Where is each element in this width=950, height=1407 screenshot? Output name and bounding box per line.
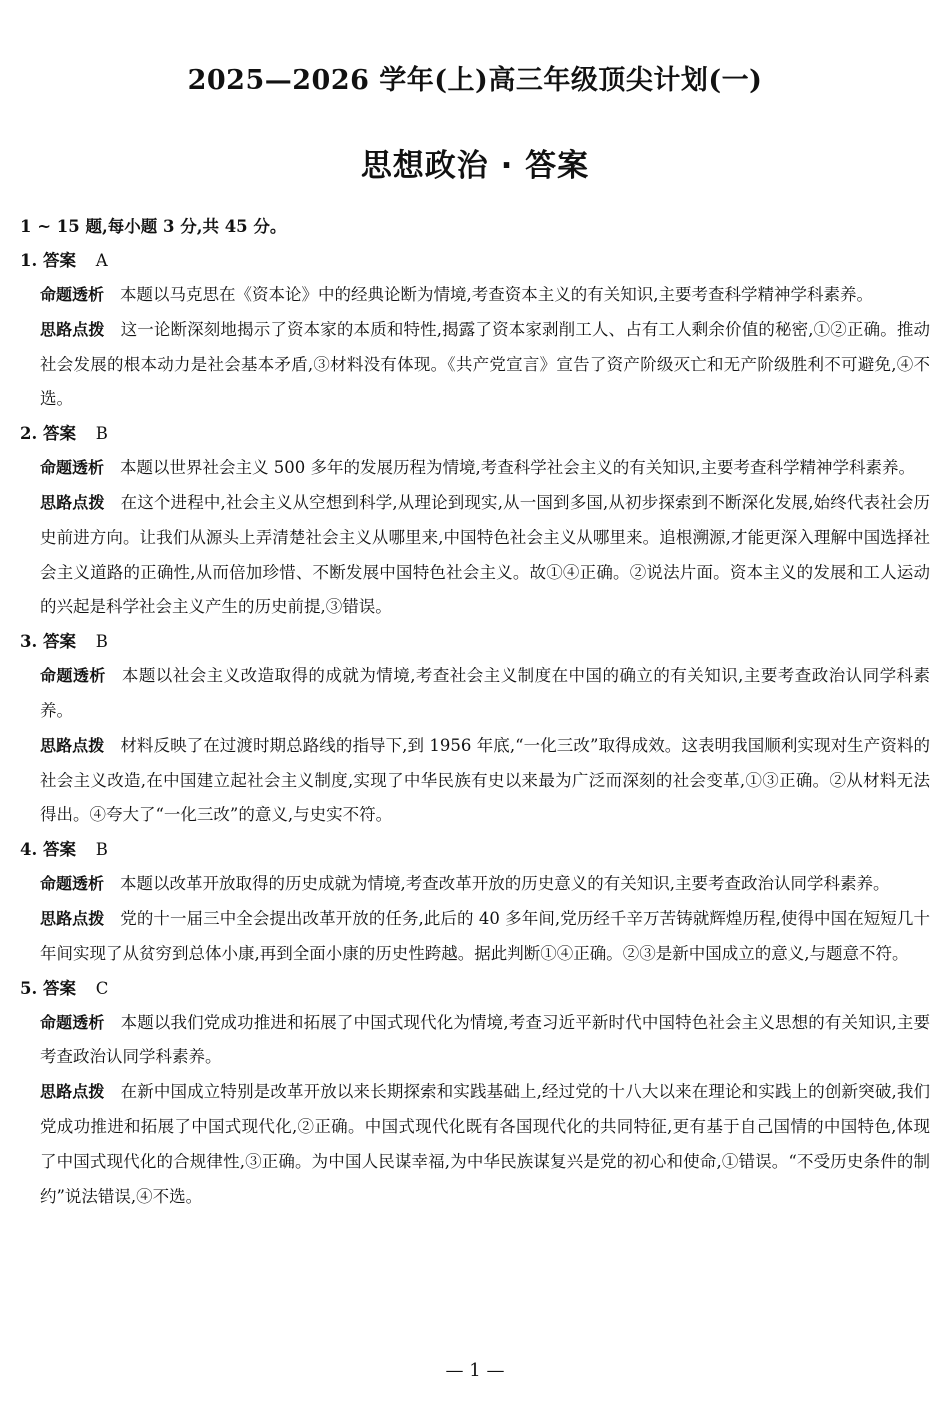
analysis-paragraph [20,451,930,486]
analysis-paragraph [20,867,930,902]
analysis-text: 本题以社会主义改造取得的成就为情境,考查社会主义制度在中国的确立的有关知识,主要考查政治认同学科素养。 [40,666,930,720]
hint-paragraph [20,902,930,972]
analysis-text: 本题以改革开放取得的历史成就为情境,考查改革开放的历史意义的有关知识,主要考查政治认同学科素养。 [120,874,890,894]
subject-title: 思想政治 · 答案 [360,148,590,184]
analysis-paragraph [20,659,930,729]
scoring-note: 1 ~ 15 题,每小题 3 分,共 45 分。 [20,217,287,236]
question-number: 3. [20,632,38,652]
hint-paragraph [20,1075,930,1214]
analysis-paragraph [20,278,930,313]
hint-paragraph [20,729,930,833]
hint-text: 在这个进程中,社会主义从空想到科学,从理论到现实,从一国到多国,从初步探索到不断深化发展,始终代表社会历史前进方向。让我们从源头上弄清楚社会主义从哪里来,中国特色社会主义从哪里来。追根溯源,才能更深入理解中国选择社会主义道路的正确性,从而倍加珍惜、不断发展中国特色社会主义。故①④正确。②说法片面。资本主义的发展和工人运动的兴起是科学社会主义产生的历史前提,③错误。 [40,492,930,617]
question-block [20,625,930,833]
analysis-label: 命题透析 [40,666,106,686]
hint-text: 这一论断深刻地揭示了资本家的本质和特性,揭露了资本家剥削工人、占有工人剩余价值的秘密,①②正确。推动社会发展的根本动力是社会基本矛盾,③材料没有体现。《共产党宣言》宣告了资产阶级灭亡和无产阶级胜利不可避免,④不选。 [40,319,930,409]
question-block [20,972,930,1215]
question-answer-line [20,417,930,451]
answer-label: 答案 [42,840,76,860]
question-answer-line [20,972,930,1006]
hint-text: 在新中国成立特别是改革开放以来长期探索和实践基础上,经过党的十八大以来在理论和实践上的创新突破,我们党成功推进和拓展了中国式现代化,②正确。中国式现代化既有各国现代化的共同特征,更有基于自己国情的中国特色,体现了中国式现代化的合规律性,③正确。为中国人民谋幸福,为中华民族谋复兴是党的初心和使命,①错误。“不受历史条件的制约”说法错误,④不选。 [40,1082,930,1206]
page-number: — 1 — [445,1360,505,1381]
answer-choice: B [95,424,108,444]
question-number: 5. [20,978,38,998]
question-answer-line [20,625,930,659]
question-answer-line [20,833,930,867]
question-number: 4. [20,840,38,860]
hint-paragraph [20,313,930,417]
question-block [20,244,930,417]
analysis-text: 本题以我们党成功推进和拓展了中国式现代化为情境,考查习近平新时代中国特色社会主义思想的有关知识,主要考查政治认同学科素养。 [40,1012,930,1067]
hint-label: 思路点拨 [40,319,105,339]
analysis-label: 命题透析 [40,458,105,478]
analysis-paragraph [20,1006,930,1076]
question-block [20,417,930,625]
question-block [20,833,930,971]
question-answer-line [20,244,930,278]
analysis-label: 命题透析 [40,874,105,894]
hint-text: 材料反映了在过渡时期总路线的指导下,到 1956 年底,“一化三改”取得成效。这表明我国顺利实现对生产资料的社会主义改造,在中国建立起社会主义制度,实现了中华民族有史以来最为广泛而深刻的社会变革,①③正确。②从材料无法得出。④夸大了“一化三改”的意义,与史实不符。 [40,735,930,825]
exam-title: 2025—2026 学年(上)高三年级顶尖计划(一) [187,65,763,96]
answer-label: 答案 [42,632,76,652]
hint-text: 党的十一届三中全会提出改革开放的任务,此后的 40 多年间,党历经千辛万苦铸就辉煌历程,使得中国在短短几十年间实现了从贫穷到总体小康,再到全面小康的历史性跨越。据此判断①④正确。②③是新中国成立的意义,与题意不符。 [40,908,930,963]
analysis-text: 本题以马克思在《资本论》中的经典论断为情境,考查资本主义的有关知识,主要考查科学精神学科素养。 [120,285,874,304]
analysis-text: 本题以世界社会主义 500 多年的发展历程为情境,考查科学社会主义的有关知识,主要考查科学精神学科素养。 [120,458,915,478]
question-number: 2. [20,424,38,444]
hint-label: 思路点拨 [40,1082,105,1102]
hint-label: 思路点拨 [40,492,105,512]
hint-paragraph [20,486,930,625]
answer-choice: B [95,632,108,652]
answer-label: 答案 [42,251,76,270]
answer-choice: C [95,978,109,998]
hint-label: 思路点拨 [40,908,105,928]
answer-content [20,210,930,1214]
answer-choice: B [95,840,108,860]
answer-label: 答案 [42,978,76,998]
question-number: 1. [20,251,38,270]
analysis-label: 命题透析 [40,285,105,304]
hint-label: 思路点拨 [40,735,105,755]
analysis-label: 命题透析 [40,1012,105,1032]
answer-label: 答案 [42,424,76,444]
answer-choice: A [95,251,108,270]
